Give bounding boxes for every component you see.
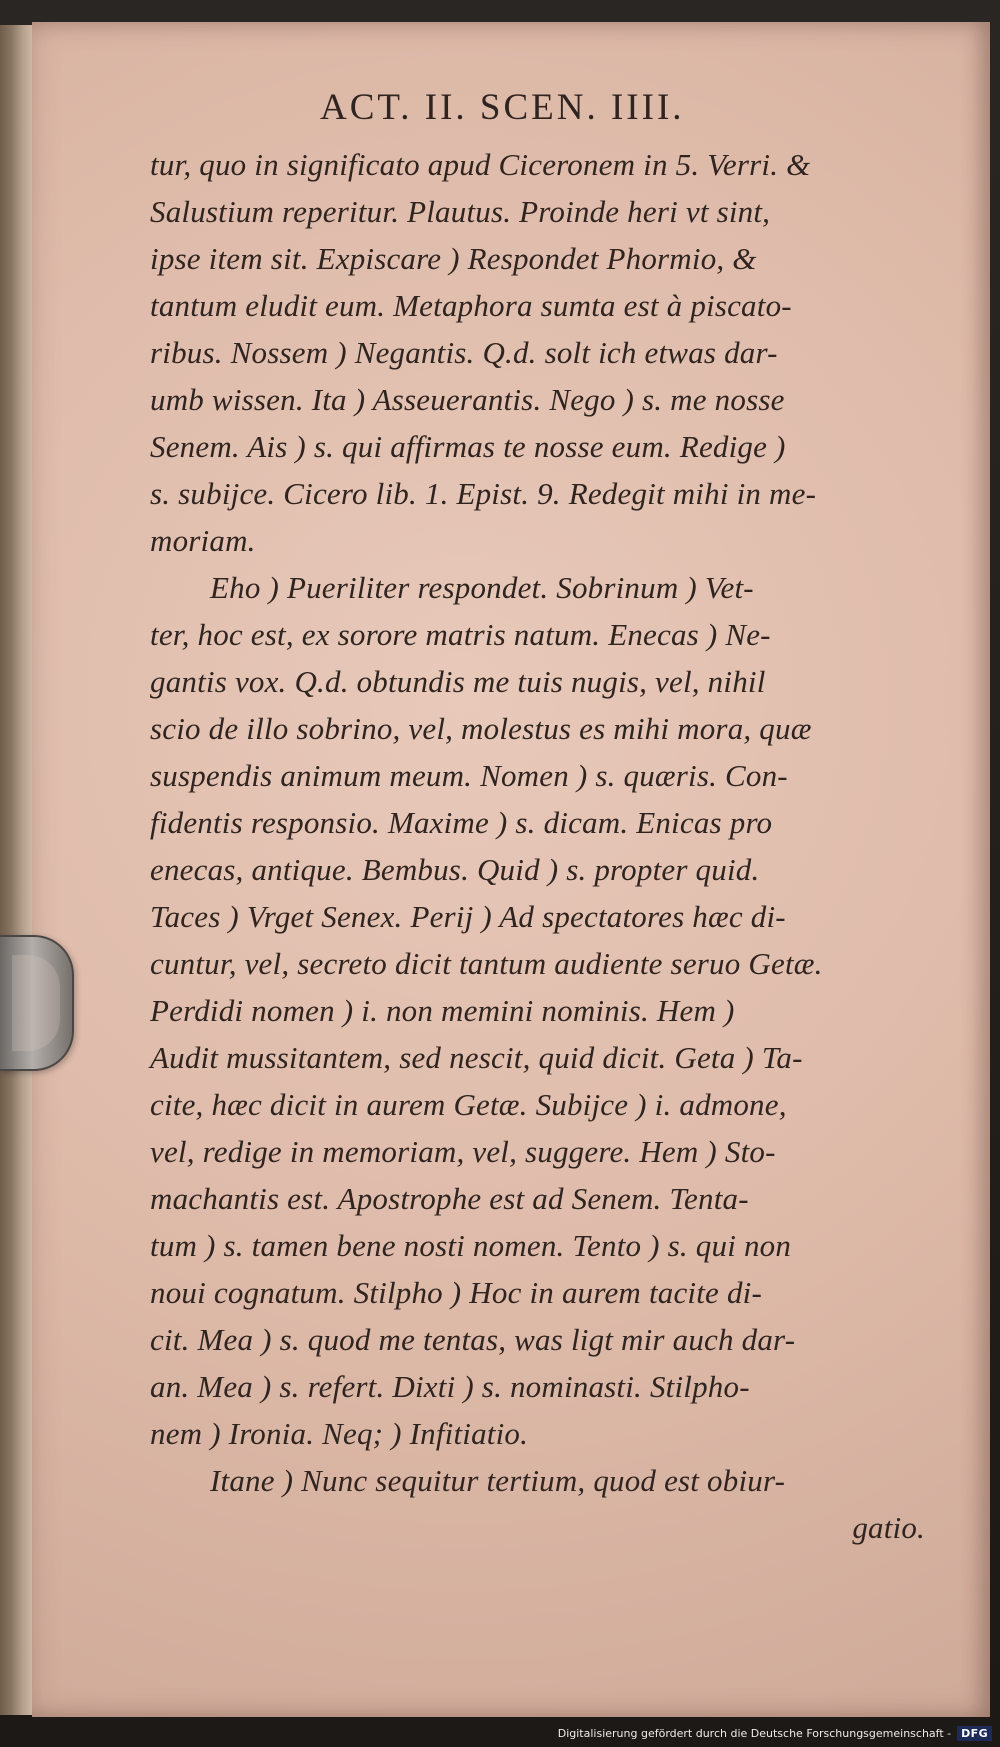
text-line: Senem. Ais ) s. qui affirmas te nosse eum. Redige ) xyxy=(150,428,786,464)
metal-clasp xyxy=(0,935,74,1071)
page-edge xyxy=(0,25,32,1715)
text-line: noui cognatum. Stilpho ) Hoc in aurem tacite di- xyxy=(150,1274,762,1310)
text-line: enecas, antique. Bembus. Quid ) s. propter quid. xyxy=(150,851,760,887)
text-line: tantum eludit eum. Metaphora sumta est à piscato- xyxy=(150,287,792,323)
footer-text: Digitalisierung gefördert durch die Deutsche Forschungsgemeinschaft - xyxy=(557,1727,952,1740)
text-line: Audit mussitantem, sed nescit, quid dicit. Geta ) Ta- xyxy=(150,1039,803,1075)
text-line: machantis est. Apostrophe est ad Senem. Tenta- xyxy=(150,1180,749,1216)
text-line: Salustium reperitur. Plautus. Proinde heri vt sint, xyxy=(150,193,771,229)
paragraph-start-line: Eho ) Pueriliter respondet. Sobrinum ) Vet- xyxy=(210,569,754,605)
running-head: ACT. II. SCEN. IIII. xyxy=(320,87,685,128)
text-line: fidentis responsio. Maxime ) s. dicam. Enicas pro xyxy=(150,804,773,840)
text-line: ribus. Nossem ) Negantis. Q.d. solt ich etwas dar- xyxy=(150,334,778,370)
text-line: umb wissen. Ita ) Asseuerantis. Nego ) s. me nosse xyxy=(150,381,785,417)
text-line: cit. Mea ) s. quod me tentas, was ligt mir auch dar- xyxy=(150,1321,796,1357)
text-line: moriam. xyxy=(150,522,256,558)
paragraph-start-line: Itane ) Nunc sequitur tertium, quod est obiur- xyxy=(210,1462,786,1498)
text-line: cuntur, vel, secreto dicit tantum audiente seruo Getæ. xyxy=(150,945,823,981)
digitization-footer xyxy=(558,1726,992,1741)
text-line: scio de illo sobrino, vel, molestus es mihi mora, quæ xyxy=(150,710,812,746)
text-line: ter, hoc est, ex sorore matris natum. Enecas ) Ne- xyxy=(150,616,771,652)
text-line: Perdidi nomen ) i. non memini nominis. Hem ) xyxy=(150,992,735,1028)
text-line: ipse item sit. Expiscare ) Respondet Phormio, & xyxy=(150,240,757,276)
text-line: tum ) s. tamen bene nosti nomen. Tento ) s. qui non xyxy=(150,1227,792,1263)
page-content xyxy=(150,88,965,1551)
clasp-highlight xyxy=(12,955,60,1051)
text-line: Taces ) Vrget Senex. Perij ) Ad spectatores hæc di- xyxy=(150,898,786,934)
text-line: suspendis animum meum. Nomen ) s. quæris. Con- xyxy=(150,757,788,793)
text-line: cite, hæc dicit in aurem Getæ. Subijce ) i. admone, xyxy=(150,1086,787,1122)
catchword-line: gatio. xyxy=(852,1509,925,1545)
text-line: nem ) Ironia. Neq; ) Infitiatio. xyxy=(150,1415,529,1451)
text-line: s. subijce. Cicero lib. 1. Epist. 9. Redegit mihi in me- xyxy=(150,475,817,511)
text-line: vel, redige in memoriam, vel, suggere. Hem ) Sto- xyxy=(150,1133,776,1169)
text-line: an. Mea ) s. refert. Dixti ) s. nominasti. Stilpho- xyxy=(150,1368,750,1404)
text-line: tur, quo in significato apud Ciceronem in 5. Verri. & xyxy=(150,146,811,182)
text-line: gantis vox. Q.d. obtundis me tuis nugis, vel, nihil xyxy=(150,663,766,699)
dfg-logo: DFG xyxy=(957,1726,992,1741)
